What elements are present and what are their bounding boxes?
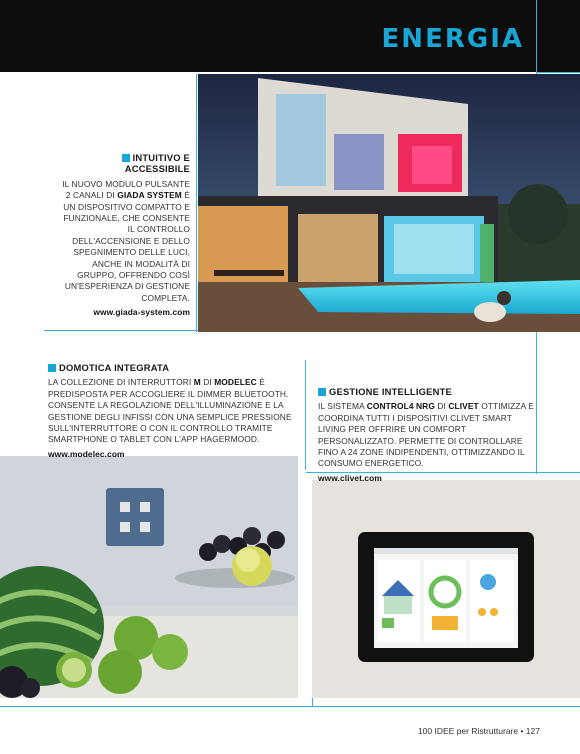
article-body: LA COLLEZIONE DI INTERRUTTORI M DI MODELEC È PREDISPOSTA PER ACCOGLIERE IL DIMMER BLUETOOTH. CONSENTE LA REGOLAZIONE DELL'ILLUMINAZIONE E LA GESTIONE DEGLI INFISSI CON UNA SEMPLICE PRESSIONE SULL'INTERRUTTORE O CON IL CONTROLLO TRAMITE SMARTPHONE O TABLET CON L'APP HAGERMOOD.: [48, 377, 292, 445]
control-panel-photo: [312, 480, 580, 698]
guide-line: [536, 72, 580, 73]
article-heading: GESTIONE INTELLIGENTE: [318, 386, 540, 397]
bullet-square-icon: [122, 154, 130, 162]
article-heading: INTUITIVO E ACCESSIBILE: [56, 152, 190, 175]
article-intuitivo: [56, 152, 190, 319]
section-title: ENERGIA: [381, 24, 524, 54]
villa-pool-photo: [198, 74, 580, 332]
guide-line: [312, 698, 313, 706]
article-url[interactable]: www.clivet.com: [318, 472, 382, 483]
page-footer: 100 IDEE per Ristrutturare • 127: [417, 726, 540, 736]
guide-line: [196, 74, 197, 332]
guide-line: [305, 360, 306, 470]
article-body: IL NUOVO MODULO PULSANTE 2 CANALI DI GIADA SYSTEM È UN DISPOSITIVO COMPATTO E FUNZIONALE, CHE CONSENTE IL CONTROLLO DELL'ACCENSIONE E DELLO SPEGNIMENTO DELLE LUCI, ANCHE IN MODALITÀ DI GRUPPO, OFFRENDO COSÌ UN'ESPERIENZA DI GESTIONE COMPLETA.: [62, 178, 190, 303]
article-body: IL SISTEMA CONTROL4 NRG DI CLIVET OTTIMIZZA E COORDINA TUTTI I DISPOSITIVI CLIVET SMART LIVING PER OFFRIRE UN COMFORT PERSONALIZZATO. PERMETTE DI CONTROLLARE FINO A 24 ZONE INDIPENDENTI, OTTIMIZZANDO IL CONSUMO ENERGETICO.: [318, 401, 534, 469]
guide-line: [0, 706, 580, 707]
article-url[interactable]: www.modelec.com: [48, 448, 125, 459]
bullet-square-icon: [48, 364, 56, 372]
kitchen-switch-photo: [0, 456, 298, 698]
article-heading: DOMOTICA INTEGRATA: [48, 362, 292, 373]
article-url[interactable]: www.giada-system.com: [93, 307, 190, 318]
guide-line: [536, 0, 537, 74]
bullet-square-icon: [318, 388, 326, 396]
article-domotica: [48, 362, 292, 460]
article-gestione: [318, 386, 540, 484]
